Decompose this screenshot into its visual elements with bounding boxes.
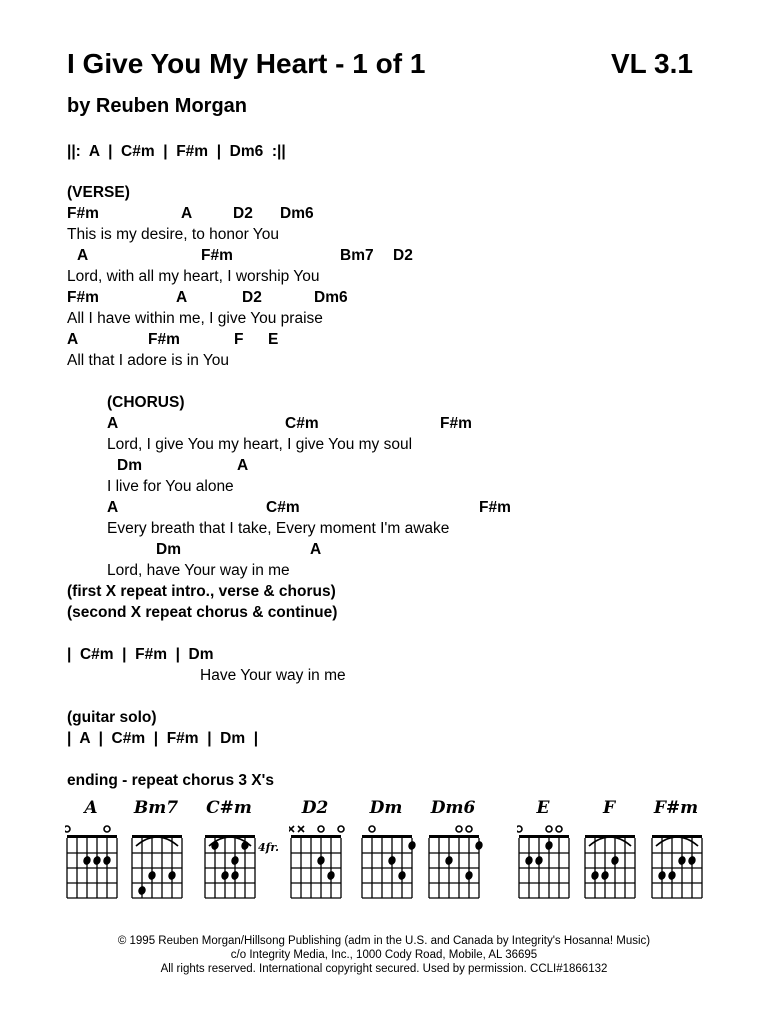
- open-string-marker: [466, 826, 472, 832]
- chord-diagram-name: E: [536, 798, 550, 818]
- finger-dot: [397, 870, 407, 881]
- chord-line: [0, 414, 768, 434]
- chord-line: [0, 456, 768, 476]
- finger-dot: [82, 855, 92, 866]
- finger-dot: [687, 855, 697, 866]
- chord-diagram: [289, 794, 349, 904]
- finger-dot: [387, 855, 397, 866]
- muted-string-marker: [289, 826, 294, 832]
- chord-diagram-name: A: [84, 798, 98, 818]
- finger-dot: [677, 855, 687, 866]
- chord-diagram-name: F: [602, 798, 616, 818]
- lyric-line: Every breath that I take, Every moment I'm awake: [107, 520, 450, 537]
- chord-diagram-name: Bm7: [133, 798, 179, 818]
- finger-dot: [600, 870, 610, 881]
- chord-diagram-name: F#m: [653, 798, 699, 818]
- copyright-line-1: © 1995 Reuben Morgan/Hillsong Publishing (adm in the U.S. and Canada by Integrity's Hosanna! Music): [117, 935, 651, 947]
- chord-diagram-name: Dm6: [430, 798, 476, 818]
- chord-symbol: D2: [393, 247, 413, 264]
- chord-symbol: A: [77, 247, 89, 264]
- finger-dot: [210, 840, 220, 851]
- finger-dot: [444, 855, 454, 866]
- chord-symbol: Dm6: [280, 205, 314, 222]
- intro-chords: ||: A | C#m | F#m | Dm6 :||: [67, 143, 286, 160]
- nut-bar: [429, 835, 479, 838]
- finger-dot: [147, 870, 157, 881]
- open-string-marker: [556, 826, 562, 832]
- chord-symbol: F#m: [440, 415, 472, 432]
- chord-line: [0, 246, 768, 266]
- chord-diagram: [517, 794, 577, 904]
- copyright-line-2: c/o Integrity Media, Inc., 1000 Cody Road, Mobile, AL 36695: [230, 949, 538, 961]
- nut-bar: [519, 835, 569, 838]
- finger-dot: [240, 840, 250, 851]
- open-string-marker: [104, 826, 110, 832]
- tag-lyric: Have Your way in me: [200, 667, 346, 684]
- chord-symbol: A: [107, 415, 119, 432]
- open-string-marker: [546, 826, 552, 832]
- chord-line: [0, 498, 768, 518]
- song-author: by Reuben Morgan: [67, 95, 248, 117]
- chord-diagram: [650, 794, 710, 904]
- chord-diagram: [203, 794, 293, 904]
- finger-dot: [610, 855, 620, 866]
- open-string-marker: [456, 826, 462, 832]
- chord-diagram: [583, 794, 643, 904]
- chord-symbol: Dm: [156, 541, 181, 558]
- chord-symbol: F#m: [67, 289, 99, 306]
- finger-dot: [534, 855, 544, 866]
- lyric-line: Lord, with all my heart, I worship You: [67, 268, 320, 285]
- nut-bar: [291, 835, 341, 838]
- nut-bar: [362, 835, 412, 838]
- open-string-marker: [369, 826, 375, 832]
- chord-symbol: E: [268, 331, 279, 348]
- chord-symbol: F#m: [479, 499, 511, 516]
- finger-dot: [316, 855, 326, 866]
- finger-dot: [137, 885, 147, 896]
- chord-symbol: A: [310, 541, 322, 558]
- chord-line: [0, 540, 768, 560]
- open-string-marker: [65, 826, 70, 832]
- copyright-line-3: All rights reserved. International copyright secured. Used by permission. CCLI#1866132: [160, 963, 608, 975]
- nut-bar: [67, 835, 117, 838]
- chord-symbol: Bm7: [340, 247, 374, 264]
- chord-symbol: A: [67, 331, 79, 348]
- solo-label: (guitar solo): [67, 709, 157, 726]
- finger-dot: [92, 855, 102, 866]
- chord-diagram: [360, 794, 420, 904]
- chord-symbol: A: [107, 499, 119, 516]
- chord-diagram-name: D2: [301, 798, 329, 818]
- lyric-line: This is my desire, to honor You: [67, 226, 279, 243]
- finger-dot: [524, 855, 534, 866]
- finger-dot: [474, 840, 484, 851]
- finger-dot: [407, 840, 417, 851]
- lyric-line: Lord, have Your way in me: [107, 562, 290, 579]
- finger-dot: [102, 855, 112, 866]
- chord-line: [0, 288, 768, 308]
- chord-symbol: C#m: [285, 415, 319, 432]
- open-string-marker: [517, 826, 522, 832]
- chord-diagram: [130, 794, 190, 904]
- open-string-marker: [318, 826, 324, 832]
- chord-symbol: D2: [242, 289, 262, 306]
- chord-diagram-name: Dm: [369, 798, 403, 818]
- tag-chords: | C#m | F#m | Dm: [67, 646, 214, 663]
- ending-instruction: ending - repeat chorus 3 X's: [67, 772, 274, 789]
- fret-position-label: 4fr.: [258, 841, 280, 854]
- chord-symbol: A: [181, 205, 193, 222]
- finger-dot: [590, 870, 600, 881]
- chord-symbol: Dm6: [314, 289, 348, 306]
- finger-dot: [230, 870, 240, 881]
- chord-diagram-name: C#m: [206, 798, 252, 818]
- repeat-note-1: (first X repeat intro., verse & chorus): [67, 583, 336, 600]
- chord-line: [0, 330, 768, 350]
- muted-string-marker: [298, 826, 304, 832]
- finger-dot: [230, 855, 240, 866]
- chorus-label: (CHORUS): [107, 394, 185, 411]
- chord-symbol: Dm: [117, 457, 142, 474]
- chord-symbol: C#m: [266, 499, 300, 516]
- chord-diagram: [65, 794, 125, 904]
- repeat-note-2: (second X repeat chorus & continue): [67, 604, 338, 621]
- lyric-line: All I have within me, I give You praise: [67, 310, 323, 327]
- chord-symbol: F: [234, 331, 244, 348]
- chord-line: [0, 204, 768, 224]
- finger-dot: [657, 870, 667, 881]
- chord-diagram: [427, 794, 487, 904]
- chord-symbol: A: [237, 457, 249, 474]
- lyric-line: All that I adore is in You: [67, 352, 230, 369]
- finger-dot: [220, 870, 230, 881]
- chord-symbol: F#m: [67, 205, 99, 222]
- song-title: I Give You My Heart - 1 of 1: [67, 48, 426, 79]
- open-string-marker: [338, 826, 344, 832]
- lyric-line: I live for You alone: [107, 478, 234, 495]
- solo-chords: | A | C#m | F#m | Dm |: [67, 730, 259, 747]
- verse-label: (VERSE): [67, 184, 130, 201]
- lyric-line: Lord, I give You my heart, I give You my soul: [107, 436, 413, 453]
- finger-dot: [544, 840, 554, 851]
- chord-symbol: F#m: [148, 331, 180, 348]
- finger-dot: [167, 870, 177, 881]
- finger-dot: [667, 870, 677, 881]
- finger-dot: [464, 870, 474, 881]
- chord-symbol: F#m: [201, 247, 233, 264]
- chord-symbol: D2: [233, 205, 253, 222]
- finger-dot: [326, 870, 336, 881]
- version-label: VL 3.1: [611, 48, 693, 79]
- chord-symbol: A: [176, 289, 188, 306]
